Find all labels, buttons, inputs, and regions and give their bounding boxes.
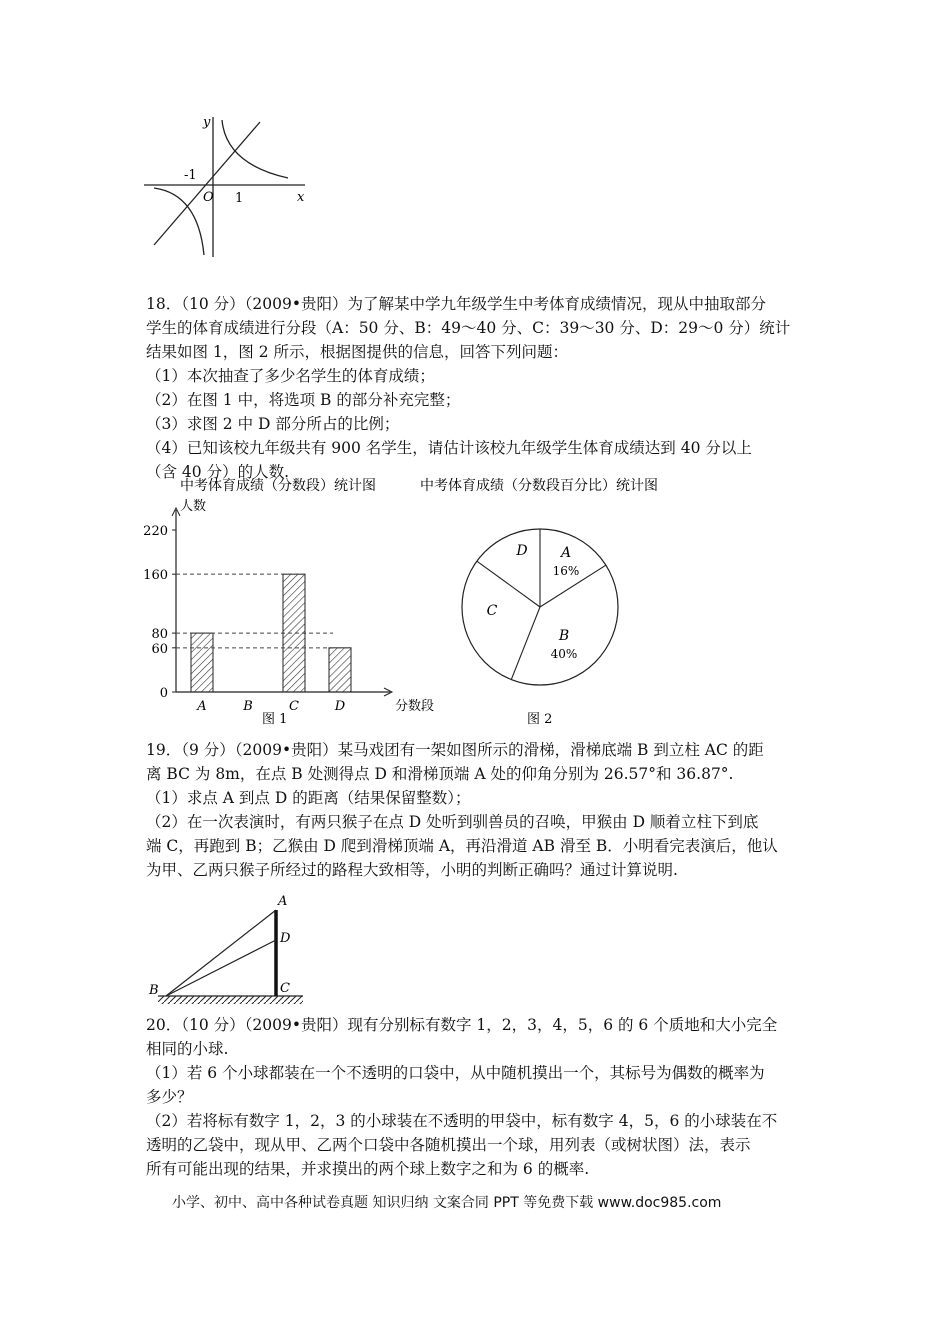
bar-chart-caption: 图 1 [262, 712, 288, 727]
line-bd [166, 940, 276, 996]
label-c: C [280, 981, 290, 996]
slide-ab [166, 910, 276, 996]
slide-diagram [140, 888, 310, 1012]
q19-line: 端 C，再跑到 B；乙猴由 D 爬到滑梯顶端 A，再沿滑道 AB 滑至 B．小明看完表演后，他认 [146, 837, 778, 855]
q20-line: 所有可能出现的结果，并求摸出的两个球上数字之和为 6 的概率. [146, 1160, 590, 1178]
y-axis-label: y [203, 115, 211, 130]
slice-boundary [511, 607, 540, 680]
q20-line: 相同的小球. [146, 1040, 229, 1058]
q19-line: （1）求点 A 到点 D 的距离（结果保留整数）； [146, 789, 471, 807]
bar-A [191, 633, 213, 692]
q20-line: 20．（10 分）（2009•贵阳）现有分别标有数字 1，2，3，4，5，6 的 6 个质地和大小完全 [146, 1016, 778, 1034]
q20-line: （1）若 6 个小球都装在一个不透明的口袋中，从中随机摸出一个，其标号为偶数的概率为 [146, 1064, 765, 1082]
function-graph [140, 112, 310, 262]
x-axis-title: 分数段 [395, 699, 435, 714]
hyperbola-lower-branch [154, 188, 204, 255]
category-label: D [334, 699, 346, 714]
q20-line: 透明的乙袋中，现从甲、乙两个口袋中各随机摸出一个球，用列表（或树状图）法，表示 [146, 1136, 751, 1154]
category-label: A [197, 699, 207, 714]
q18-line: 结果如图 1，图 2 所示，根据图提供的信息，回答下列问题： [146, 343, 569, 361]
category-label: C [289, 699, 299, 714]
pie-chart-caption: 图 2 [527, 712, 553, 727]
bar-D [329, 648, 351, 692]
linear-function-line [154, 122, 260, 245]
q18-line: （3）求图 2 中 D 部分所占的比例； [146, 415, 400, 433]
q20-line: （2）若将标有数字 1，2，3 的小球装在不透明的甲袋中，标有数字 4，5，6 的小球装在不 [146, 1112, 778, 1130]
bar-chart-title: 中考体育成绩（分数段）统计图 [180, 478, 376, 494]
footer-text: 小学、初中、高中各种试卷真题 知识归纳 文案合同 PPT 等免费下载 www.doc985.com [172, 1195, 722, 1211]
slice-label-C: C [486, 603, 498, 619]
slice-label-D: D [516, 543, 528, 559]
slice-label-B: B [558, 628, 570, 644]
slice-percent-B: 40% [550, 647, 578, 661]
ground-hatch [158, 996, 303, 1004]
bar-chart [140, 470, 450, 730]
y-tick-label: 160 [143, 568, 168, 584]
y-tick-label: -1 [184, 168, 197, 183]
y-tick-label: 220 [143, 524, 168, 539]
pie-chart-title: 中考体育成绩（分数段百分比）统计图 [420, 478, 658, 494]
q20-line: 多少？ [146, 1088, 193, 1106]
slice-boundary [477, 561, 540, 607]
origin-label: O [203, 190, 214, 205]
q18-line: （4）已知该校九年级共有 900 名学生，请估计该校九年级学生体育成绩达到 40 分以上 [146, 439, 752, 457]
x-axis-label: x [297, 190, 305, 205]
y-axis-title: 人数 [180, 499, 207, 514]
y-tick-label: 60 [151, 641, 168, 657]
y-tick-label: 80 [151, 627, 168, 643]
label-b: B [149, 983, 159, 998]
q19-line: 19．（9 分）（2009•贵阳）某马戏团有一架如图所示的滑梯，滑梯底端 B 到立柱 AC 的距 [146, 741, 764, 759]
label-d: D [280, 931, 291, 946]
slice-label-A: A [560, 545, 572, 561]
q19-line: 离 BC 为 8m，在点 B 处测得点 D 和滑梯顶端 A 处的仰角分别为 26.57°和 36.87°. [146, 765, 734, 783]
q18-line: （2）在图 1 中，将选项 B 的部分补充完整； [146, 391, 461, 409]
slice-percent-A: 16% [552, 564, 580, 578]
category-label: B [243, 699, 253, 714]
q19-line: 为甲、乙两只猴子所经过的路程大致相等，小明的判断正确吗？通过计算说明. [146, 861, 678, 879]
q18-line: （含 40 分）的人数. [146, 463, 290, 481]
q19-line: （2）在一次表演时，有两只猴子在点 D 处听到驯兽员的召唤，甲猴由 D 顺着立柱下到底 [146, 813, 759, 831]
label-a: A [278, 894, 288, 909]
q18-line: 18．（10 分）（2009•贵阳）为了解某中学九年级学生中考体育成绩情况，现从中抽取部分 [146, 295, 766, 313]
q18-line: （1）本次抽查了多少名学生的体育成绩； [146, 367, 435, 385]
pie-chart [415, 470, 715, 730]
q18-line: 学生的体育成绩进行分段（A：50 分、B：49～40 分、C：39～30 分、D：29～0 分）统计 [146, 319, 791, 337]
x-tick-label: 1 [235, 191, 244, 206]
bar-C [283, 574, 305, 692]
y-tick-label: 0 [159, 686, 168, 701]
